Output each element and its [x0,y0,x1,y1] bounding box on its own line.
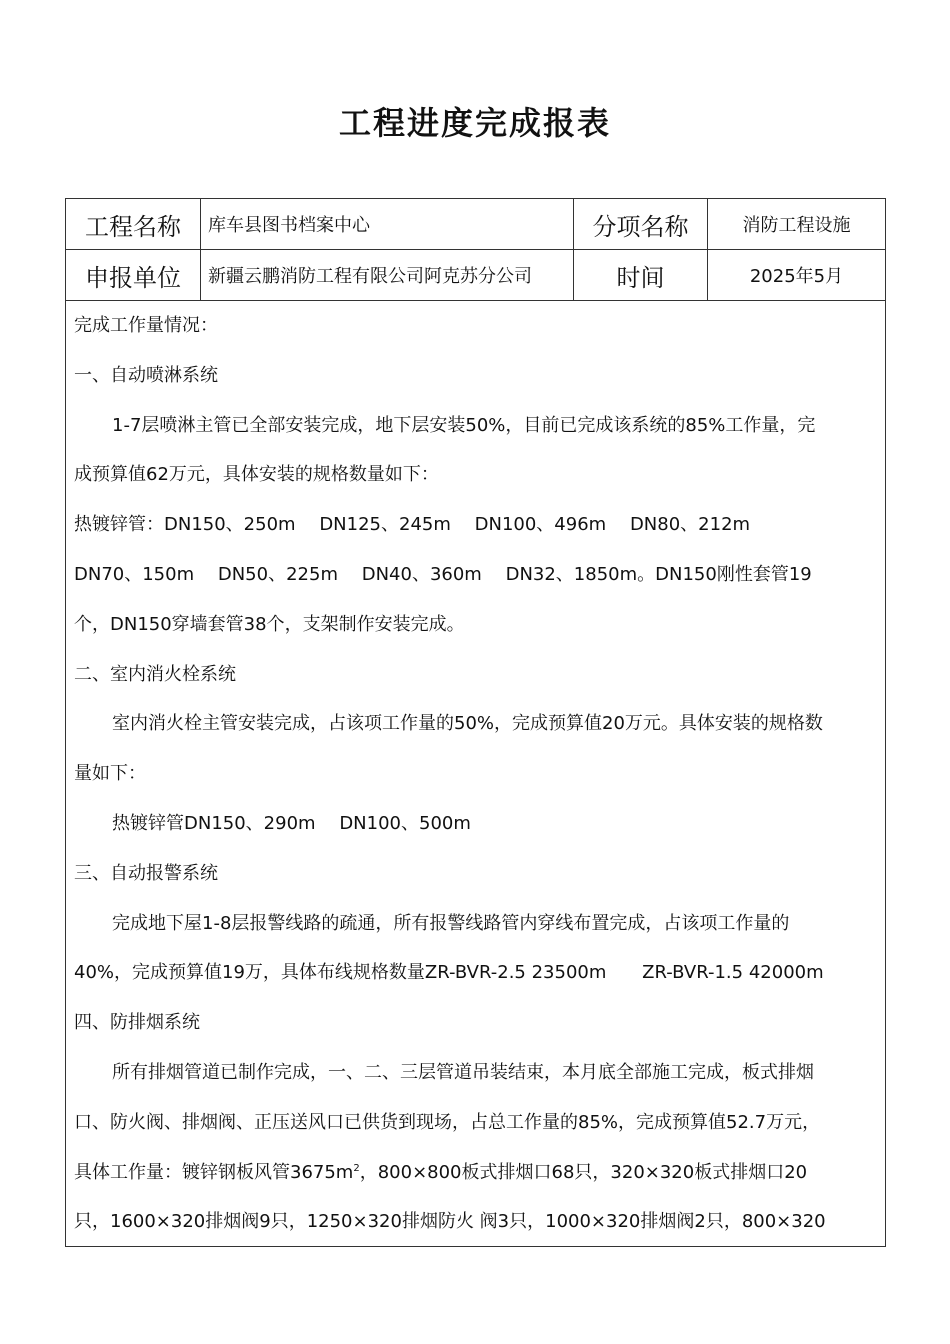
spec-item: DN100、496m [474,514,607,536]
paragraph-line [74,948,879,998]
paragraph-line: 1-7层喷淋主管已全部安装完成，地下层安装50%，目前已完成该系统的85%工作量，完 [112,414,816,436]
spec-item: ZR-BVR-1.5 42000m [642,962,824,984]
page-title: 工程进度完成报表 [338,104,611,142]
text-segment: ，800×800板式排烟口68只，320×320板式排烟口20 [359,1161,808,1183]
text-segment: 具体工作量：镀锌钢板风管3675m [74,1161,354,1183]
sub-item-label: 分项名称 [574,199,708,249]
time-label: 时间 [574,250,708,300]
section-heading-smoke: 四、防排烟系统 [74,1012,200,1034]
time-value: 2025年5月 [749,266,844,287]
superscript: 2 [353,1162,360,1174]
spec-item: DN50、225m [217,563,338,585]
spec-item: DN70、150m [74,563,195,585]
spec-line [74,550,879,600]
spec-line [74,799,879,849]
spec-item: DN125、245m [319,514,451,536]
project-name-value: 库车县图书档案中心 [201,199,574,249]
paragraph-line [74,1148,879,1198]
spec-item: 热镀锌管：DN150、250m [74,514,296,536]
spec-item: 热镀锌管DN150、290m [112,812,316,834]
spec-line [74,500,879,550]
header-row-unit [66,250,885,301]
intro-text: 完成工作量情况： [74,315,218,336]
project-name-label: 工程名称 [66,199,201,249]
paragraph-line: 只，1600×320排烟阀9只，1250×320排烟防火 阀3只，1000×320排烟阀2只，800×320 [74,1211,826,1233]
spec-item: DN100、500m [339,812,471,834]
paragraph-line: 所有排烟管道已制作完成，一、二、三层管道吊装结束，本月底全部施工完成，板式排烟 [112,1061,814,1083]
paragraph-line: 口、防火阀、排烟阀、正压送风口已供货到现场，占总工作量的85%，完成预算值52.7万元， [74,1111,821,1133]
section-heading-alarm: 三、自动报警系统 [74,862,218,884]
spec-item: DN32、1850m。DN150刚性套管19 [505,563,812,585]
paragraph-line: 完成地下屋1-8层报警线路的疏通，所有报警线路管内穿线布置完成，占该项工作量的 [112,912,790,934]
section-heading-hydrant: 二、室内消火栓系统 [74,663,236,685]
content-body [74,301,879,1247]
unit-label: 申报单位 [66,250,201,300]
paragraph-line: 室内消火栓主管安装完成，占该项工作量的50%，完成预算值20万元。具体安装的规格数 [112,713,823,735]
paragraph-line: 个，DN150穿墙套管38个，支架制作安装完成。 [74,613,465,635]
paragraph-line: 成预算值62万元，具体安装的规格数量如下： [74,464,439,486]
report-table [65,198,886,1247]
paragraph-line: 量如下： [74,763,146,785]
header-row-project [66,199,885,250]
section-heading-sprinkler: 一、自动喷淋系统 [74,364,218,386]
spec-item: 40%，完成预算值19万，具体布线规格数量ZR-BVR-2.5 23500m [74,962,607,984]
unit-value: 新疆云鹏消防工程有限公司阿克苏分公司 [201,250,574,300]
sub-item-value: 消防工程设施 [742,215,851,236]
spec-item: DN40、360m [361,563,482,585]
spec-item: DN80、212m [629,514,751,536]
